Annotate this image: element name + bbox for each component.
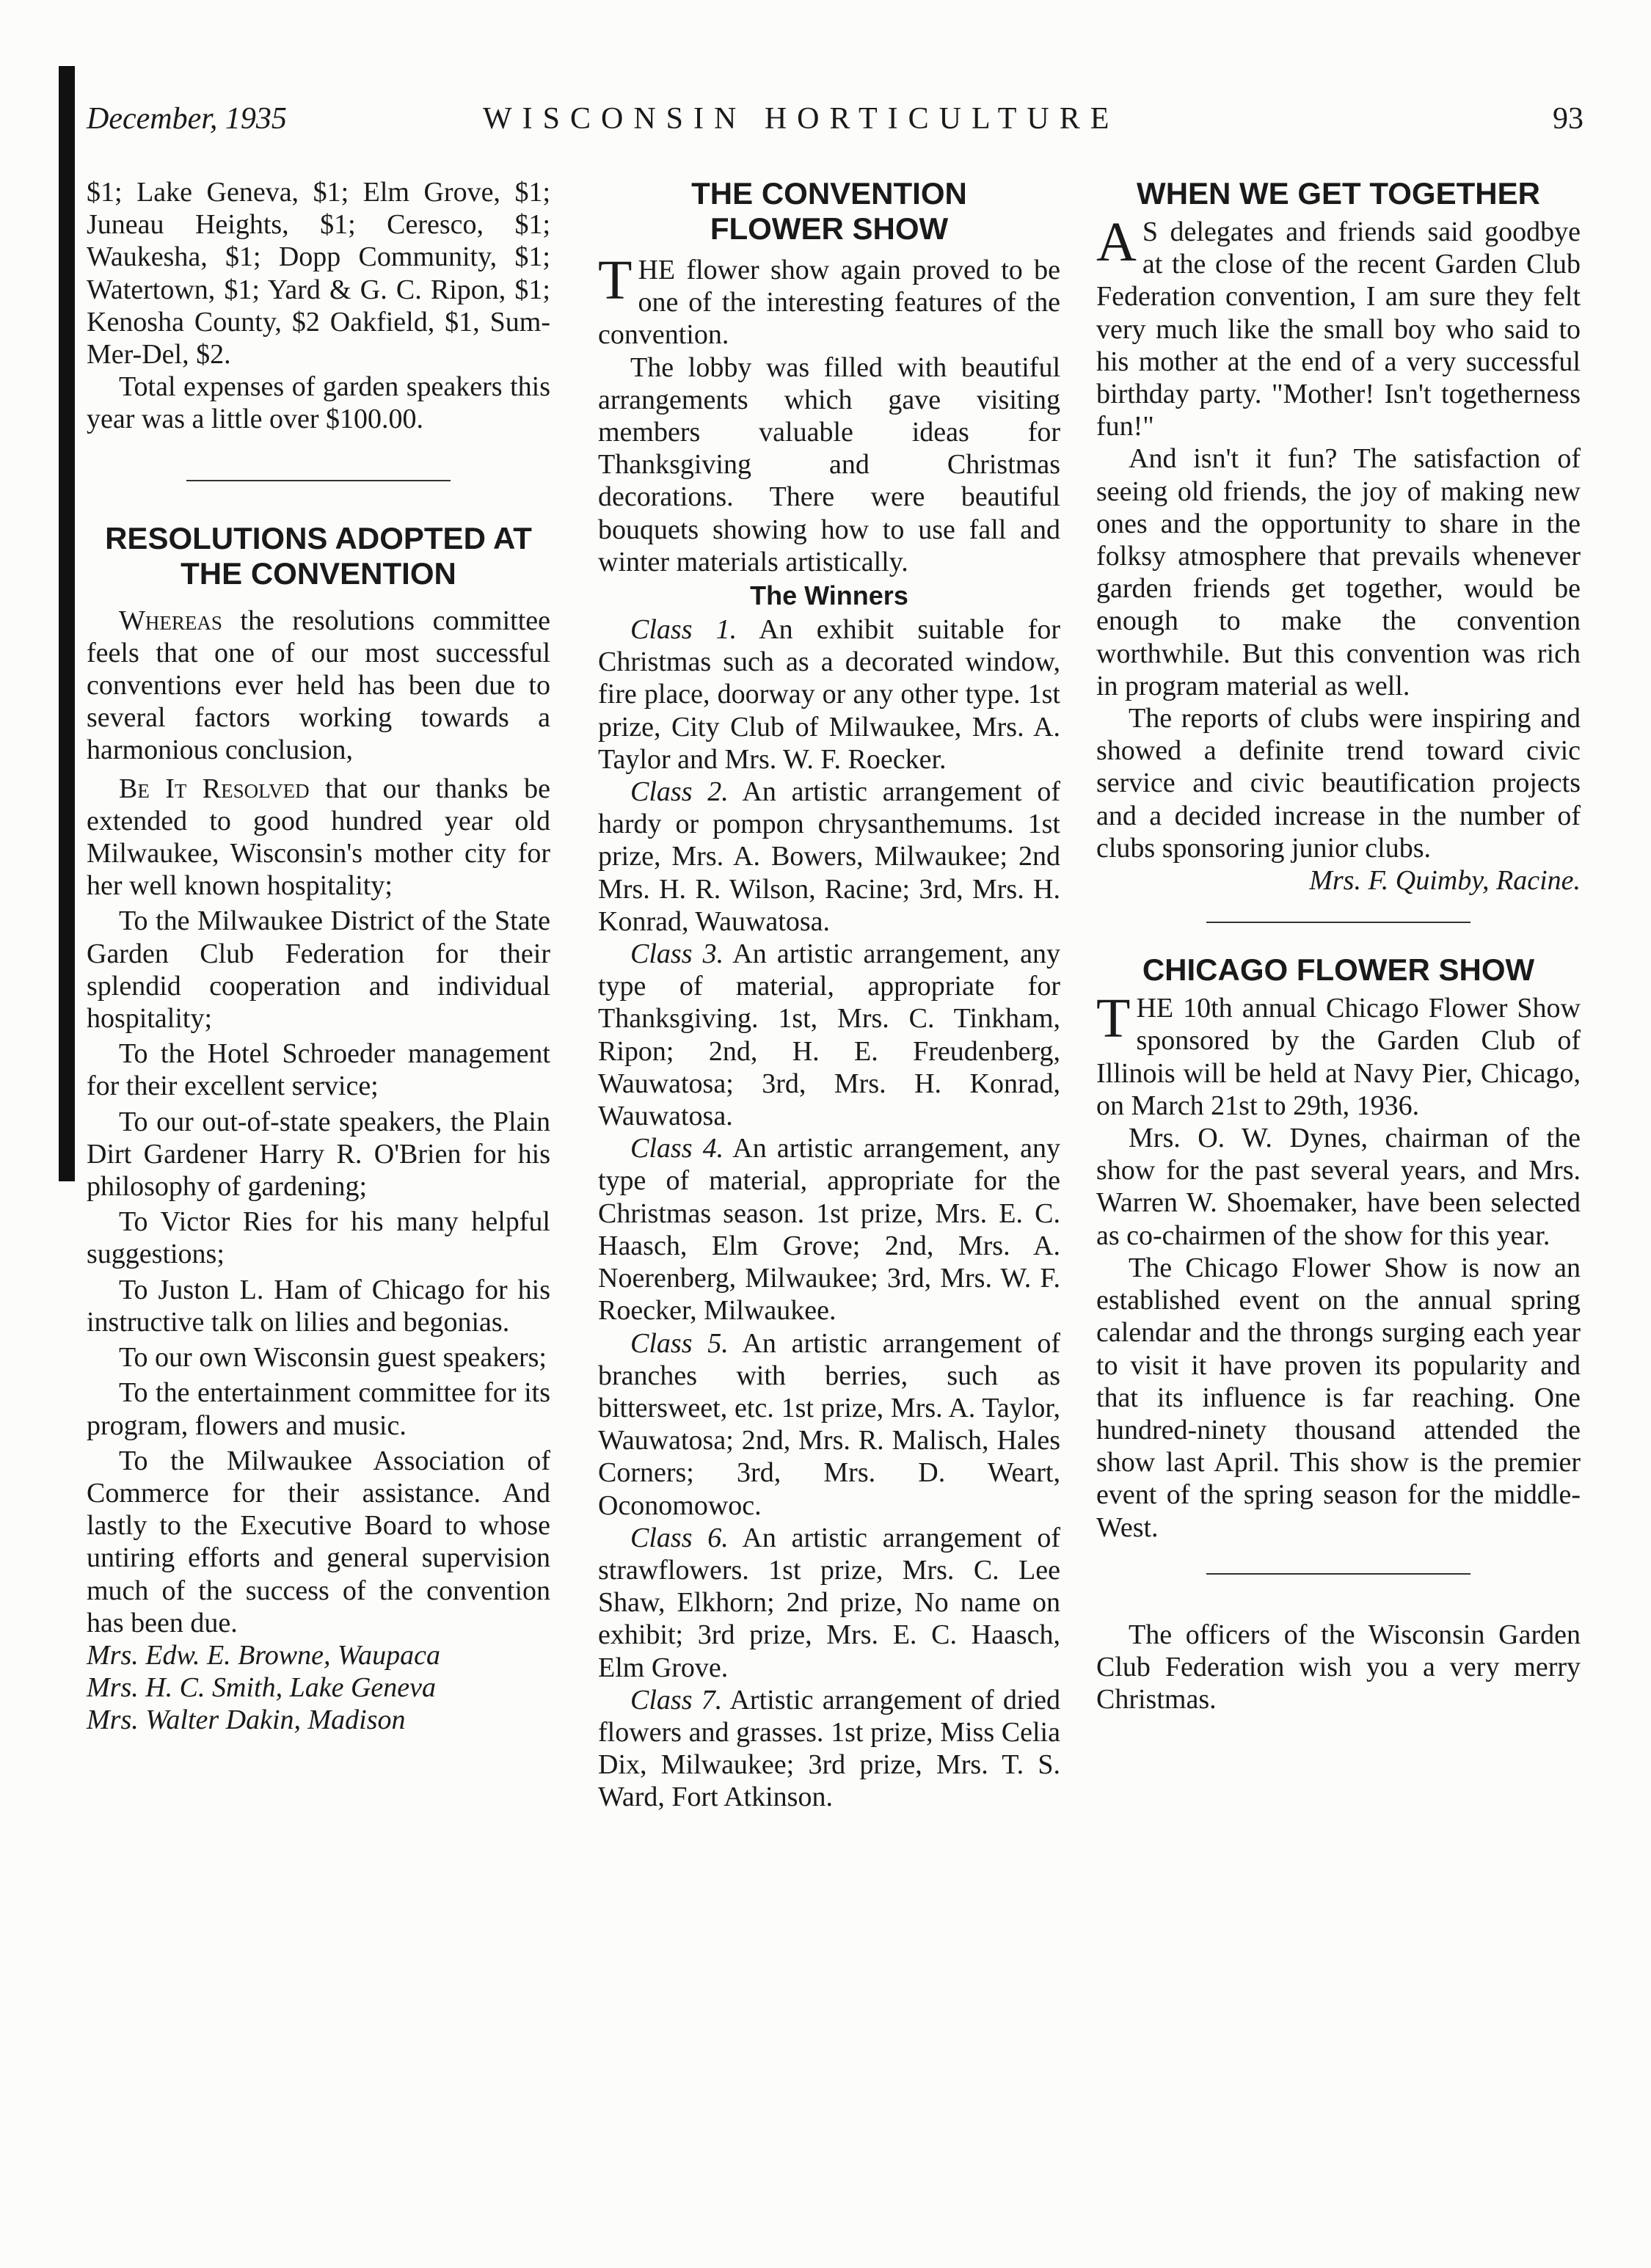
paragraph: Total expenses of garden speakers this year was a little over $100.00. [87,371,550,435]
drop-cap: T [598,249,633,311]
signature: Mrs. Edw. E. Browne, Waupaca [87,1639,441,1671]
paragraph [598,249,1060,351]
paragraph: Mrs. O. W. Dynes, chairman of the show for the past several years, and Mrs. Warren W. Shoemaker, have been selected as co-chairmen of the show for this year. [1096,1123,1581,1251]
paragraph [1096,988,1581,1122]
paragraph [87,605,550,767]
paragraph: $1; Lake Geneva, $1; Elm Grove, $1; Juneau Heights, $1; Ceresco, $1; Waukesha, $1; Dopp Community, $1; Watertown, $1; Yard & G. C. Ripon, $1; Kenosha County, $2 Oakfield, $1, Sum-Mer-Del, $2. [87,177,550,371]
class-text: An artistic arrangement, any type of material, appropriate for Thanksgiving. 1st, Mrs. C. Tinkham, Ripon; 2nd, H. E. Freudenberg, Wauwatosa; 3rd, Mrs. H. Konrad, Wauwatosa. [598,938,1060,1132]
journal-title: WISCONSIN HORTICULTURE [483,102,1120,136]
binding-edge [59,66,75,1181]
signature: Mrs. F. Quimby, Racine. [1309,865,1581,897]
class-label: Class 2. [630,776,729,808]
when-we-get-together-heading: WHEN WE GET TOGETHER [1137,176,1540,211]
class-text: An artistic arrangement of strawflowers. 1st prize, Mrs. C. Lee Shaw, Elkhorn; 2nd prize, No name on exhibit; 3rd prize, Mrs. E. C. Haasch, Elm Grove. [598,1522,1061,1683]
class-text: An artistic arrangement, any type of material, appropriate for the Christmas season. 1st prize, Mrs. E. C. Haasch, Elm Grove; 2nd, Mrs. A. Noerenberg, Milwaukee; 3rd, Mrs. W. F. Roecker, Milwaukee. [598,1133,1060,1327]
class-entry [598,613,1060,776]
resolution-item: To Victor Ries for his many helpful suggestions; [87,1206,550,1270]
class-entry [598,1132,1060,1327]
resolution-item: To the Hotel Schroeder management for their excellent service; [87,1038,550,1102]
class-entry [598,776,1060,938]
class-text: An artistic arrangement of branches with berries, such as bittersweet, etc. 1st prize, Mrs. A. Taylor, Wauwatosa; 2nd, Mrs. R. Malisch, Hales Corners; 3rd, Mrs. D. Weart, Oconomowoc. [598,1327,1061,1521]
paragraph: The reports of clubs were inspiring and showed a definite trend toward civic service and civic beautification projects and a decided increase in the number of clubs sponsoring junior clubs. [1096,703,1581,864]
class-label: Class 3. [630,938,724,970]
resolution-item: To the Milwaukee District of the State Garden Club Federation for their splendid cooperation and individual hospitality; [87,905,550,1035]
paragraph: The lobby was filled with beautiful arrangements which gave visiting members valuable ideas for Thanksgiving and Christmas decorations. There were beautiful bouquets showing how to use fall and winter materials artistically. [598,351,1060,577]
signature: Mrs. Walter Dakin, Madison [87,1704,406,1736]
resolution-item: To the entertainment committee for its program, flowers and music. [87,1377,550,1441]
issue-date: December, 1935 [87,102,287,136]
page-header [87,101,1583,145]
class-label: Class 6. [630,1522,729,1553]
class-label: Class 7. [630,1684,723,1715]
class-text: An exhibit suitable for Christmas such as a decorated window, fire place, doorway or any other type. 1st prize, City Club of Milwaukee, Mrs. A. Taylor and Mrs. W. F. Roecker. [598,614,1060,775]
left-column [87,176,550,1737]
resolution-item: To our own Wisconsin guest speakers; [119,1342,547,1374]
paragraph-text: flower show again proved to be one of the interesting features of the convention. [598,255,1060,351]
whereas-word: Whereas [119,605,222,636]
closing-greeting: The officers of the Wisconsin Garden Club Federation wish you a very merry Christmas. [1096,1619,1581,1715]
class-entry [598,938,1060,1132]
class-text: Artistic arrangement of dried flowers and grasses. 1st prize, Miss Celia Dix, Milwaukee; 3rd prize, Mrs. T. S. Ward, Fort Atkinson. [598,1684,1060,1813]
paragraph [87,773,550,903]
resolutions-heading: RESOLUTIONS ADOPTED AT THE CONVENTION [105,520,532,591]
winners-heading: The Winners [750,580,908,611]
drop-cap: T [1096,988,1131,1050]
resolved-word: Be It Resolved [119,773,310,804]
paragraph-text: that our thanks be extended to good hundred year old Milwaukee, Wisconsin's mother city for her well known hospitality; [87,773,550,902]
class-text: An artistic arrangement of hardy or pompon chrysanthemums. 1st prize, Mrs. A. Bowers, Milwaukee; 2nd Mrs. H. R. Wilson, Racine; 3rd, Mrs. H. Konrad, Wauwatosa. [598,776,1061,937]
small-caps-word: HE [638,255,676,285]
class-label: Class 1. [630,614,737,646]
chicago-flower-show-heading: CHICAGO FLOWER SHOW [1142,952,1535,988]
page-number: 93 [1553,102,1583,136]
right-column [1096,176,1581,1715]
resolution-item: To the Milwaukee Association of Commerce for their assistance. And lastly to the Executive Board to whose untiring efforts and general supervision much of the success of the convention has been due. [87,1445,550,1638]
paragraph-text: the resolutions committee feels that one of our most successful conventions ever held has been due to several factors working towards a harmonious conclusion, [87,605,550,766]
middle-column [598,176,1060,1814]
drop-cap: A [1096,211,1137,273]
resolution-item: To Juston L. Ham of Chicago for his instructive talk on lilies and begonias. [87,1274,550,1338]
class-label: Class 5. [630,1327,729,1359]
resolution-item: To our out-of-state speakers, the Plain Dirt Gardener Harry R. O'Brien for his philosophy of gardening; [87,1106,550,1203]
class-entry [598,1327,1060,1522]
paragraph [1096,211,1581,442]
paragraph: And isn't it fun? The satisfaction of seeing old friends, the joy of making new ones and the opportunity to share in the folksy atmosphere that prevails whenever garden friends get together, would be enough to make the convention worthwhile. But this convention was rich in program material as well. [1096,443,1581,701]
paragraph: The Chicago Flower Show is now an established event on the annual spring calendar and the throngs surging each year to visit it have proven its popularity and that its influence is far reaching. One hundred-ninety thousand attended the show last April. This show is the premier event of the spring season for the middle-West. [1096,1252,1581,1543]
paragraph-text: S delegates and friends said goodbye at the close of the recent Garden Club Federation convention, I am sure they felt very much like the small boy who said to his mother at the end of a very successful birthday party. "Mother! Isn't togetherness fun!" [1096,216,1581,442]
convention-flower-show-heading: THE CONVENTION FLOWER SHOW [691,176,967,246]
signature: Mrs. H. C. Smith, Lake Geneva [87,1672,436,1704]
class-label: Class 4. [630,1133,724,1164]
class-entry [598,1522,1060,1684]
class-entry [598,1684,1060,1814]
paragraph-text: HE 10th annual Chicago Flower Show sponsored by the Garden Club of Illinois will be held at Navy Pier, Chicago, on March 21st to 29th, 1936. [1096,993,1581,1121]
